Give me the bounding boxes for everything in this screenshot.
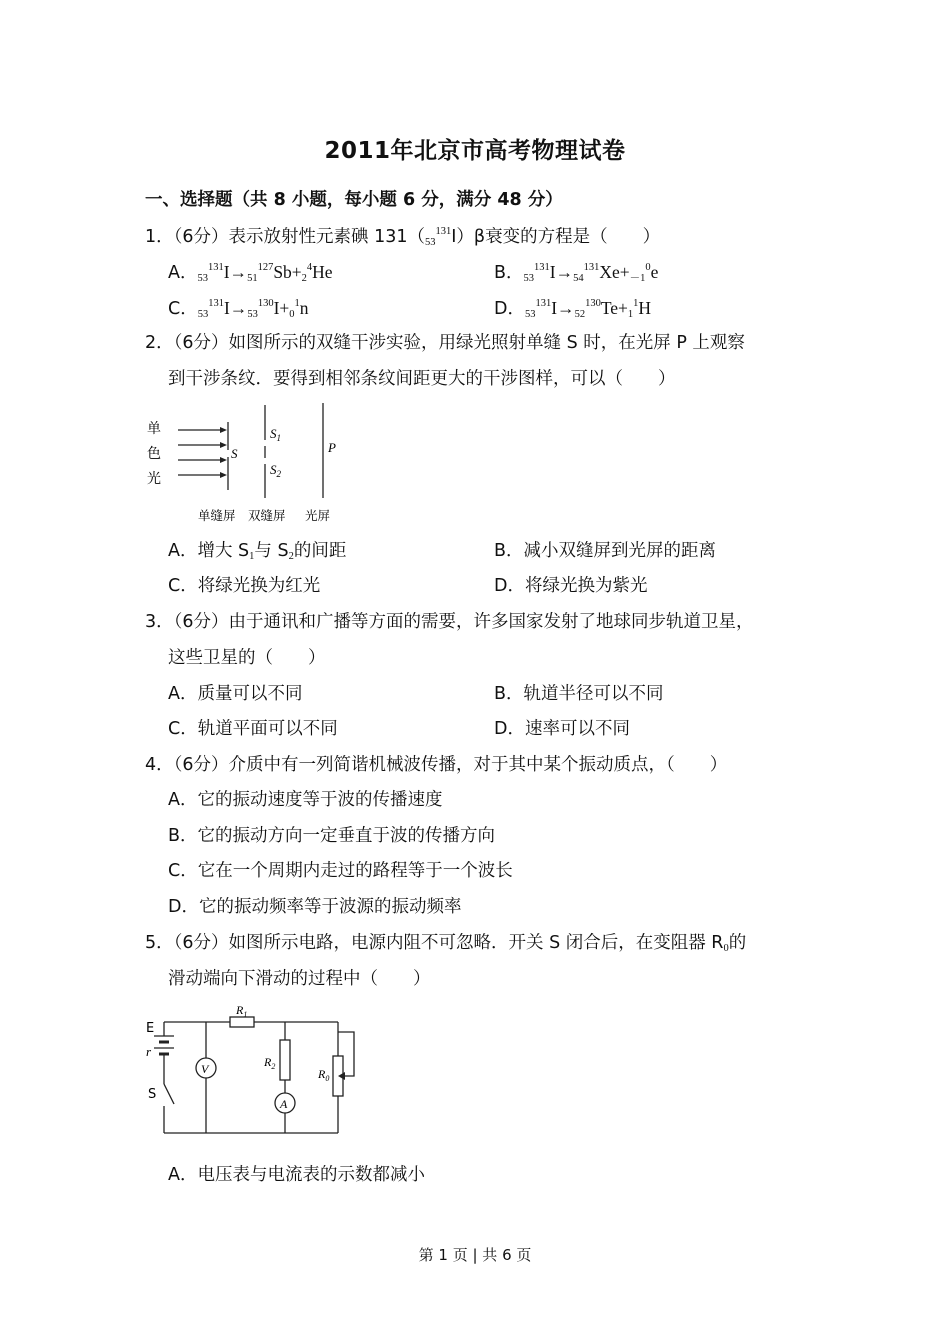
question-4-option-a: A．它的振动速度等于波的传播速度: [168, 790, 443, 810]
caption-double-slit: 双缝屏: [248, 508, 286, 523]
resistor-r1: [230, 1017, 254, 1027]
question-2-option-a: A．增大 $S_1$与 $S_2$的间距: [168, 541, 347, 562]
label-e: E: [146, 1021, 155, 1036]
label-s: S: [148, 1087, 157, 1102]
question-2-option-b: B．减小双缝屏到光屏的距离: [494, 541, 717, 561]
question-5-stem-line1: 5．（6分）如图所示电路，电源内阻不可忽略．开关 S 闭合后，在变阻器 $R_0$的: [145, 933, 747, 954]
question-2-option-d: D．将绿光换为紫光: [494, 576, 648, 596]
resistor-r2: [280, 1040, 290, 1080]
label-guang: 光: [147, 471, 161, 487]
section-heading: 一、选择题（共 8 小题，每小题 6 分，满分 48 分）: [145, 190, 563, 210]
label-r: r: [146, 1044, 152, 1059]
question-2-option-c: C．将绿光换为红光: [168, 576, 321, 596]
question-2-stem-line1: 2．（6分）如图所示的双缝干涉实验，用绿光照射单缝 S 时，在光屏 P 上观察: [145, 333, 745, 353]
label-p: P: [328, 440, 336, 455]
light-arrows: [178, 427, 227, 478]
question-3-stem-line2: 这些卫星的（ ）: [168, 648, 326, 668]
page-footer: 第 1 页 | 共 6 页: [418, 1246, 532, 1264]
question-3-option-d: D．速率可以不同: [494, 719, 630, 739]
question-3-stem-line1: 3．（6分）由于通讯和广播等方面的需要，许多国家发射了地球同步轨道卫星，: [145, 612, 754, 632]
question-1-option-c: C．$_{53}^{131}I\to_{53}^{130}I+_0^1n$: [168, 298, 309, 320]
question-1-stem: 1．（6分）表示放射性元素碘 $131(_{53}^{131}I)\beta$衰变的方程是（ ）: [145, 226, 661, 248]
question-1-option-b: B．$_{53}^{131}I\to_{54}^{131}Xe+_{-1}^0e$: [494, 262, 659, 284]
caption-single-slit: 单缝屏: [198, 508, 236, 523]
circuit-diagram: [140, 1000, 370, 1140]
label-se: 色: [147, 446, 161, 462]
label-dan: 单: [147, 421, 161, 437]
question-3-option-b: B．轨道半径可以不同: [494, 684, 664, 704]
question-4-option-c: C．它在一个周期内走过的路程等于一个波长: [168, 861, 513, 881]
label-r1: $R_1$: [236, 1003, 248, 1019]
question-1-option-d: D．$_{53}^{131}I\to_{52}^{130}Te+_1^1H$: [494, 298, 652, 320]
question-4-option-d: D．它的振动频率等于波源的振动频率: [168, 897, 462, 917]
switch-blade: [164, 1084, 174, 1104]
double-slit-diagram: [140, 400, 350, 530]
label-r2: $R_2$: [264, 1055, 276, 1071]
question-5-option-a: A．电压表与电流表的示数都减小: [168, 1165, 425, 1185]
label-s2: $S_2$: [270, 462, 281, 479]
caption-light-screen: 光屏: [305, 508, 331, 523]
question-3-option-a: A．质量可以不同: [168, 684, 303, 704]
question-5-stem-line2: 滑动端向下滑动的过程中（ ）: [168, 969, 431, 989]
question-4-stem: 4．（6分）介质中有一列简谐机械波传播，对于其中某个振动质点，（ ）: [145, 755, 728, 775]
label-v: V: [201, 1062, 209, 1076]
label-s: S: [231, 446, 238, 461]
question-3-option-c: C．轨道平面可以不同: [168, 719, 338, 739]
paper-title: 2011年北京市高考物理试卷: [324, 138, 626, 164]
label-s1: $S_1$: [270, 426, 281, 443]
question-2-stem-line2: 到干涉条纹．要得到相邻条纹间距更大的干涉图样，可以（ ）: [168, 369, 676, 389]
question-1-option-a: A．$_{53}^{131}I\to_{51}^{127}Sb+_2^4He$: [168, 262, 333, 284]
label-r0: $R_0$: [318, 1067, 330, 1083]
question-4-option-b: B．它的振动方向一定垂直于波的传播方向: [168, 826, 496, 846]
label-a: A: [280, 1097, 288, 1111]
